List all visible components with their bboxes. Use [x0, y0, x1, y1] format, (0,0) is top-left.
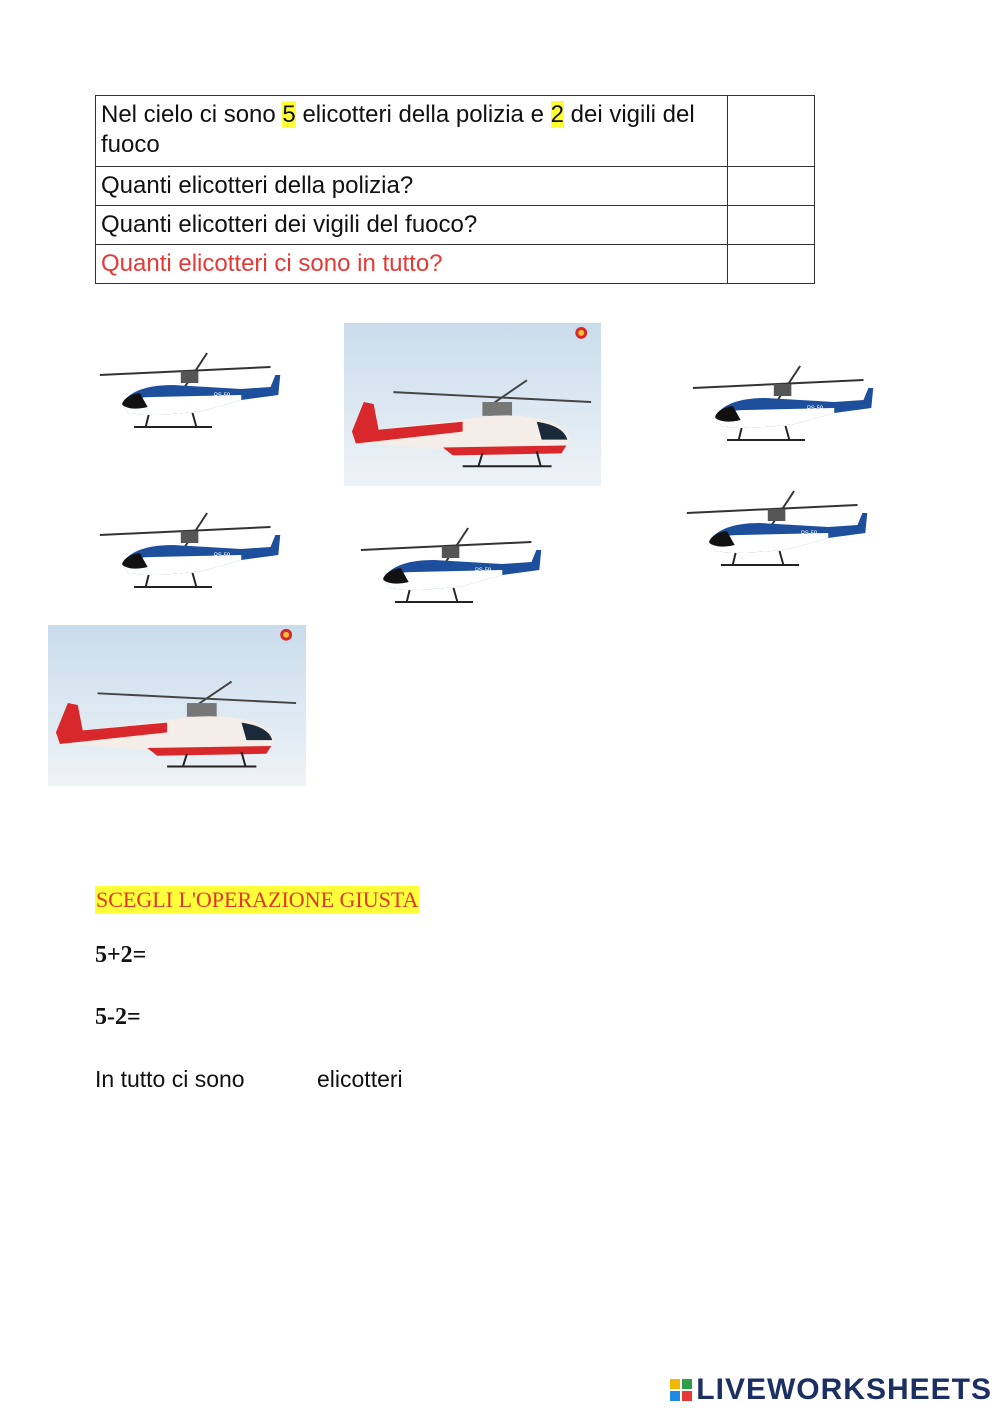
- question-police-count: Quanti elicotteri della polizia?: [96, 167, 728, 206]
- svg-text:POLIZIA: POLIZIA: [424, 578, 451, 587]
- police-helicopter-image: [688, 358, 883, 458]
- brand-name: LIVEWORKSHEETS: [696, 1373, 992, 1406]
- police-helicopter-image: [95, 345, 290, 445]
- police-helicopter-image: [95, 505, 290, 605]
- svg-text:PS-59: PS-59: [474, 567, 492, 575]
- svg-text:PS-59: PS-59: [213, 552, 231, 560]
- police-helicopter-image: [682, 483, 877, 583]
- svg-text:PS-59: PS-59: [213, 392, 231, 400]
- answer-box-total[interactable]: [728, 245, 815, 284]
- answer-sentence: [95, 1066, 403, 1093]
- problem-table: [95, 95, 815, 284]
- liveworksheets-logo: [670, 1373, 992, 1407]
- svg-text:PS-59: PS-59: [806, 405, 824, 413]
- highlight-number-fire: 2: [550, 101, 564, 128]
- answer-box-statement: [728, 96, 815, 167]
- fire-helicopter-image: [48, 625, 306, 786]
- svg-text:POLIZIA: POLIZIA: [750, 541, 777, 550]
- answer-box-police[interactable]: [728, 167, 815, 206]
- instruction-heading: SCEGLI L'OPERAZIONE GIUSTA: [96, 887, 419, 912]
- answer-sentence-before: In tutto ci sono: [95, 1066, 245, 1092]
- operation-addition[interactable]: 5+2=: [95, 942, 147, 968]
- svg-text:PS-59: PS-59: [800, 530, 818, 538]
- police-helicopter-image: [356, 520, 551, 620]
- highlight-number-police: 5: [282, 101, 296, 128]
- svg-text:POLIZIA: POLIZIA: [163, 403, 190, 412]
- svg-text:POLIZIA: POLIZIA: [163, 563, 190, 572]
- logo-mark-icon: [670, 1379, 692, 1401]
- problem-statement: Nel cielo ci sono 5 elicotteri della polizia e 2 dei vigili del fuoco: [96, 96, 728, 167]
- operation-subtraction[interactable]: 5-2=: [95, 1004, 141, 1030]
- svg-text:POLIZIA: POLIZIA: [756, 416, 783, 425]
- question-fire-count: Quanti elicotteri dei vigili del fuoco?: [96, 206, 728, 245]
- fire-helicopter-image: [344, 323, 601, 486]
- question-total-count: Quanti elicotteri ci sono in tutto?: [96, 245, 728, 284]
- answer-sentence-after: elicotteri: [317, 1066, 403, 1092]
- answer-box-fire[interactable]: [728, 206, 815, 245]
